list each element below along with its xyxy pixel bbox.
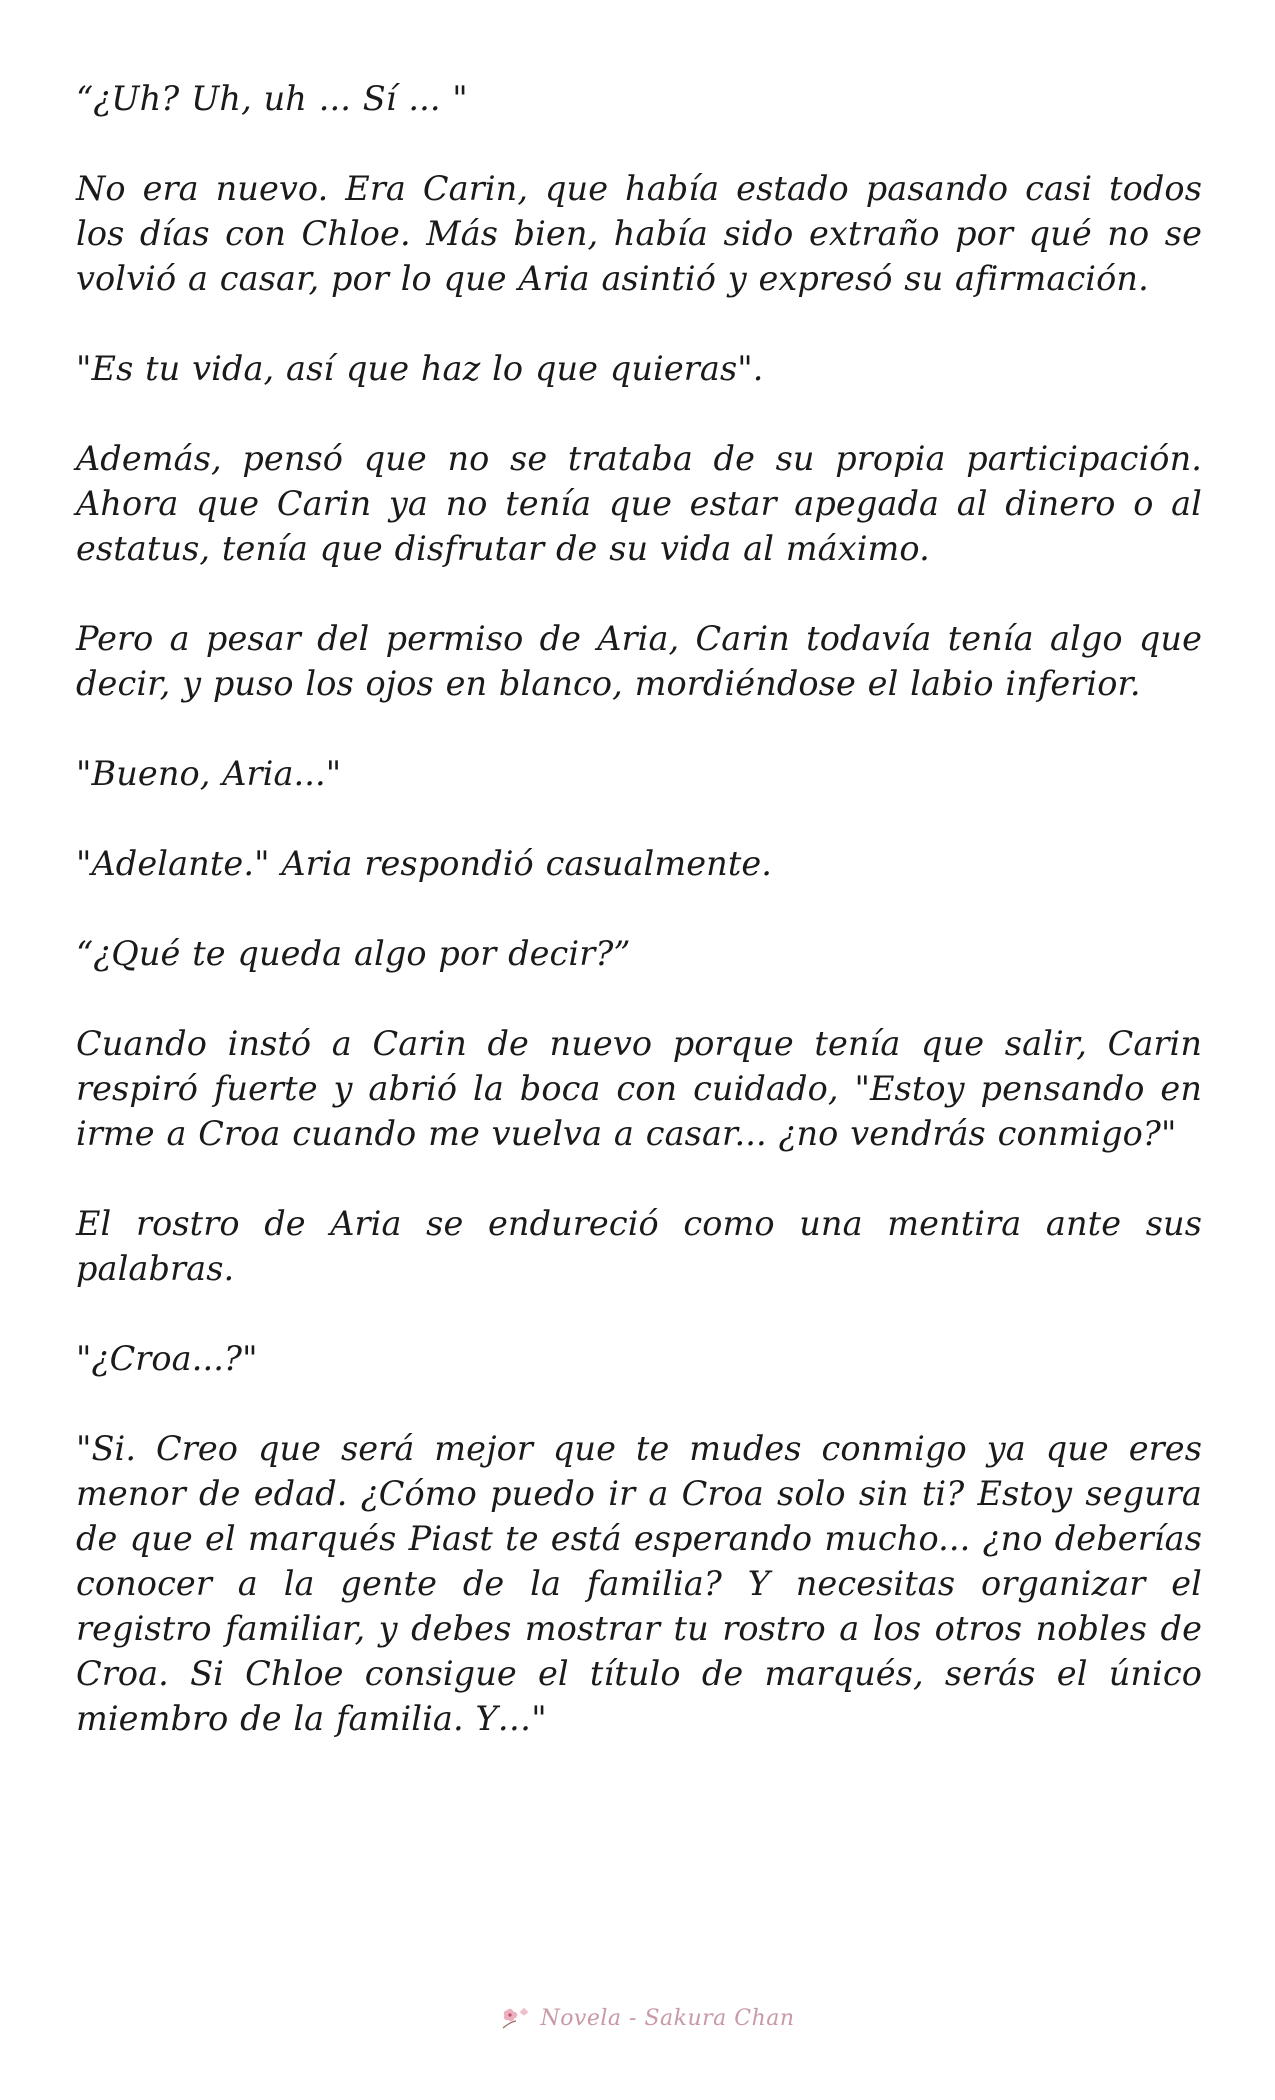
- paragraph: "Es tu vida, así que haz lo que quieras".: [76, 349, 764, 388]
- paragraph: No era nuevo. Era Carin, que había estado pasando casi todos los días con Chloe. Más bien, había sido extraño por qué no se volvió a casar, por lo que Aria asintió y expresó su afirmación.: [76, 169, 1202, 298]
- paragraph: Pero a pesar del permiso de Aria, Carin todavía tenía algo que decir, y puso los ojos en blanco, mordiéndose el labio inferior.: [76, 619, 1202, 703]
- paragraph: "Si. Creo que será mejor que te mudes conmigo ya que eres menor de edad. ¿Cómo puedo ir a Croa solo sin ti? Estoy segura de que el marqués Piast te está esperando mucho... ¿no deberías conocer a la gente de la familia? Y necesitas organizar el registro familiar, y debes mostrar tu rostro a los otros nobles de Croa. Si Chloe consigue el título de marqués, serás el único miembro de la familia. Y…": [76, 1429, 1202, 1738]
- paragraph: "¿Croa...?": [76, 1339, 258, 1378]
- sakura-flower-icon: [500, 2004, 532, 2032]
- paragraph: Además, pensó que no se trataba de su propia participación. Ahora que Carin ya no tenía que estar apegada al dinero o al estatus, tenía que disfrutar de su vida al máximo.: [76, 439, 1202, 568]
- footer-watermark: [0, 1998, 1275, 2038]
- paragraph: El rostro de Aria se endureció como una mentira ante sus palabras.: [76, 1204, 1202, 1288]
- paragraph: “¿Uh? Uh, uh ... Sí ... ": [76, 79, 468, 118]
- paragraph: "Adelante." Aria respondió casualmente.: [76, 844, 773, 883]
- paragraph: Cuando instó a Carin de nuevo porque tenía que salir, Carin respiró fuerte y abrió la boca con cuidado, "Estoy pensando en irme a Croa cuando me vuelva a casar... ¿no vendrás conmigo?": [76, 1024, 1202, 1153]
- chapter-text: [76, 76, 1202, 1786]
- paragraph: “¿Qué te queda algo por decir?”: [76, 934, 631, 973]
- watermark: [500, 2004, 794, 2032]
- paragraph: "Bueno, Aria...": [76, 754, 342, 793]
- watermark-text: Novela - Sakura Chan: [540, 2005, 795, 2031]
